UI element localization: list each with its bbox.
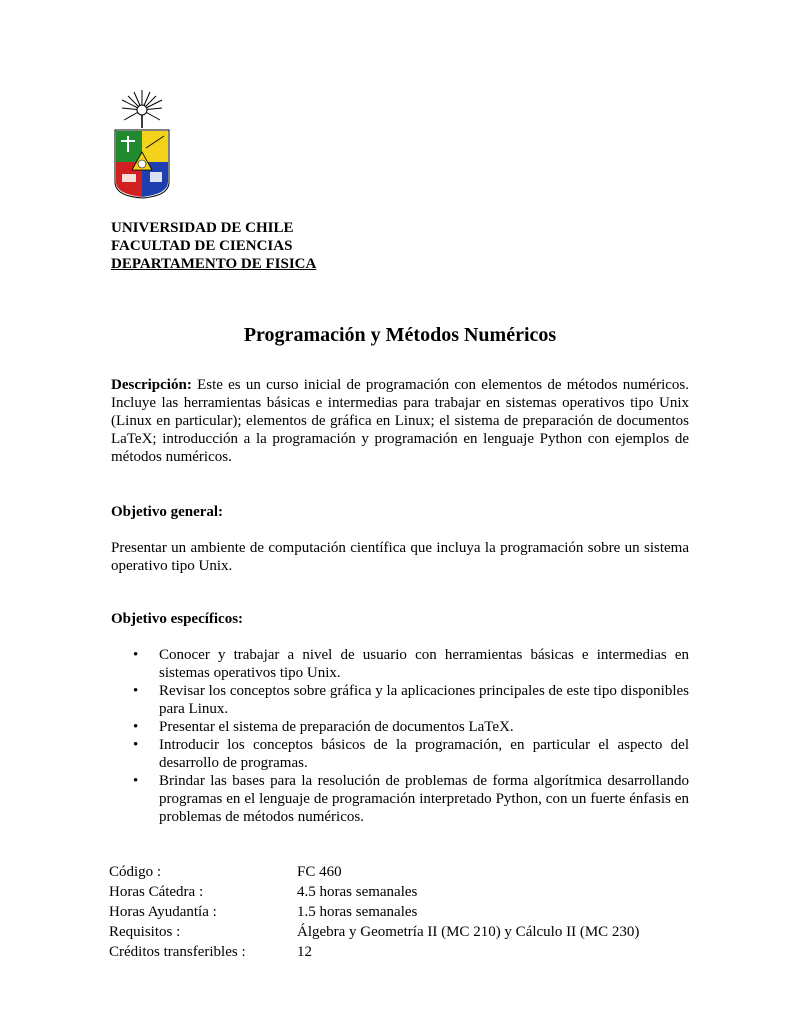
description-label: Descripción: <box>111 377 192 393</box>
info-row-requirements <box>109 922 639 942</box>
info-label: Créditos transferibles : <box>109 944 246 960</box>
bullet-icon: • <box>133 683 139 699</box>
university-of-chile-crest-icon <box>112 90 172 200</box>
description-text: Este es un curso inicial de programación con elementos de métodos numéricos. Incluye las herramientas básicas e intermedias para trabajar en sistemas operativos tipo Unix (Linux en particular); elementos de gráfica en Linux; el sistema de preparación de documentos LaTeX; introducción a la programación y programación en lenguaje Python con ejemplos de métodos numéricos. <box>111 377 689 465</box>
info-row-tutorial-hours <box>109 902 639 922</box>
list-item <box>133 646 689 682</box>
list-item <box>133 718 689 736</box>
list-item-text: Conocer y trabajar a nivel de usuario con herramientas básicas e intermedias en sistemas operativos tipo Unix. <box>159 647 689 681</box>
bullet-icon: • <box>133 647 139 663</box>
list-item-text: Revisar los conceptos sobre gráfica y la aplicaciones principales de este tipo disponibles para Linux. <box>159 683 689 717</box>
list-item <box>133 682 689 718</box>
institution-header <box>111 219 316 273</box>
info-label: Horas Ayudantía : <box>109 904 217 920</box>
specific-objectives-list <box>133 646 689 826</box>
general-objective-heading: Objetivo general: <box>111 504 224 520</box>
info-value: FC 460 <box>297 864 342 880</box>
list-item-text: Presentar el sistema de preparación de documentos LaTeX. <box>159 719 514 735</box>
bullet-icon: • <box>133 773 139 789</box>
info-label: Código : <box>109 864 162 880</box>
department-name: DEPARTAMENTO DE FISICA <box>111 256 317 272</box>
info-value: 1.5 horas semanales <box>297 904 418 920</box>
bullet-icon: • <box>133 737 139 753</box>
list-item-text: Introducir los conceptos básicos de la programación, en particular el aspecto del desarrollo de programas. <box>159 737 689 771</box>
info-value: 4.5 horas semanales <box>297 884 418 900</box>
general-objective-text: Presentar un ambiente de computación científica que incluya la programación sobre un sistema operativo tipo Unix. <box>111 540 689 574</box>
list-item <box>133 736 689 772</box>
info-row-lecture-hours <box>109 882 639 902</box>
list-item-text: Brindar las bases para la resolución de problemas de forma algorítmica desarrollando programas en el lenguaje de programación interpretado Python, con un fuerte énfasis en problemas de métodos numéricos. <box>159 773 689 825</box>
course-info-table <box>109 862 639 962</box>
university-name: UNIVERSIDAD DE CHILE <box>111 220 294 236</box>
course-title: Programación y Métodos Numéricos <box>243 324 557 346</box>
specific-objectives-heading: Objetivo específicos: <box>111 611 244 627</box>
info-value: 12 <box>297 944 312 960</box>
info-row-code <box>109 862 639 882</box>
bullet-icon: • <box>133 719 139 735</box>
faculty-name: FACULTAD DE CIENCIAS <box>111 238 293 254</box>
list-item <box>133 772 689 826</box>
info-label: Requisitos : <box>109 924 181 940</box>
info-value: Álgebra y Geometría II (MC 210) y Cálculo II (MC 230) <box>297 924 640 940</box>
info-label: Horas Cátedra : <box>109 884 204 900</box>
description-paragraph <box>111 376 689 466</box>
info-row-credits <box>109 942 639 962</box>
